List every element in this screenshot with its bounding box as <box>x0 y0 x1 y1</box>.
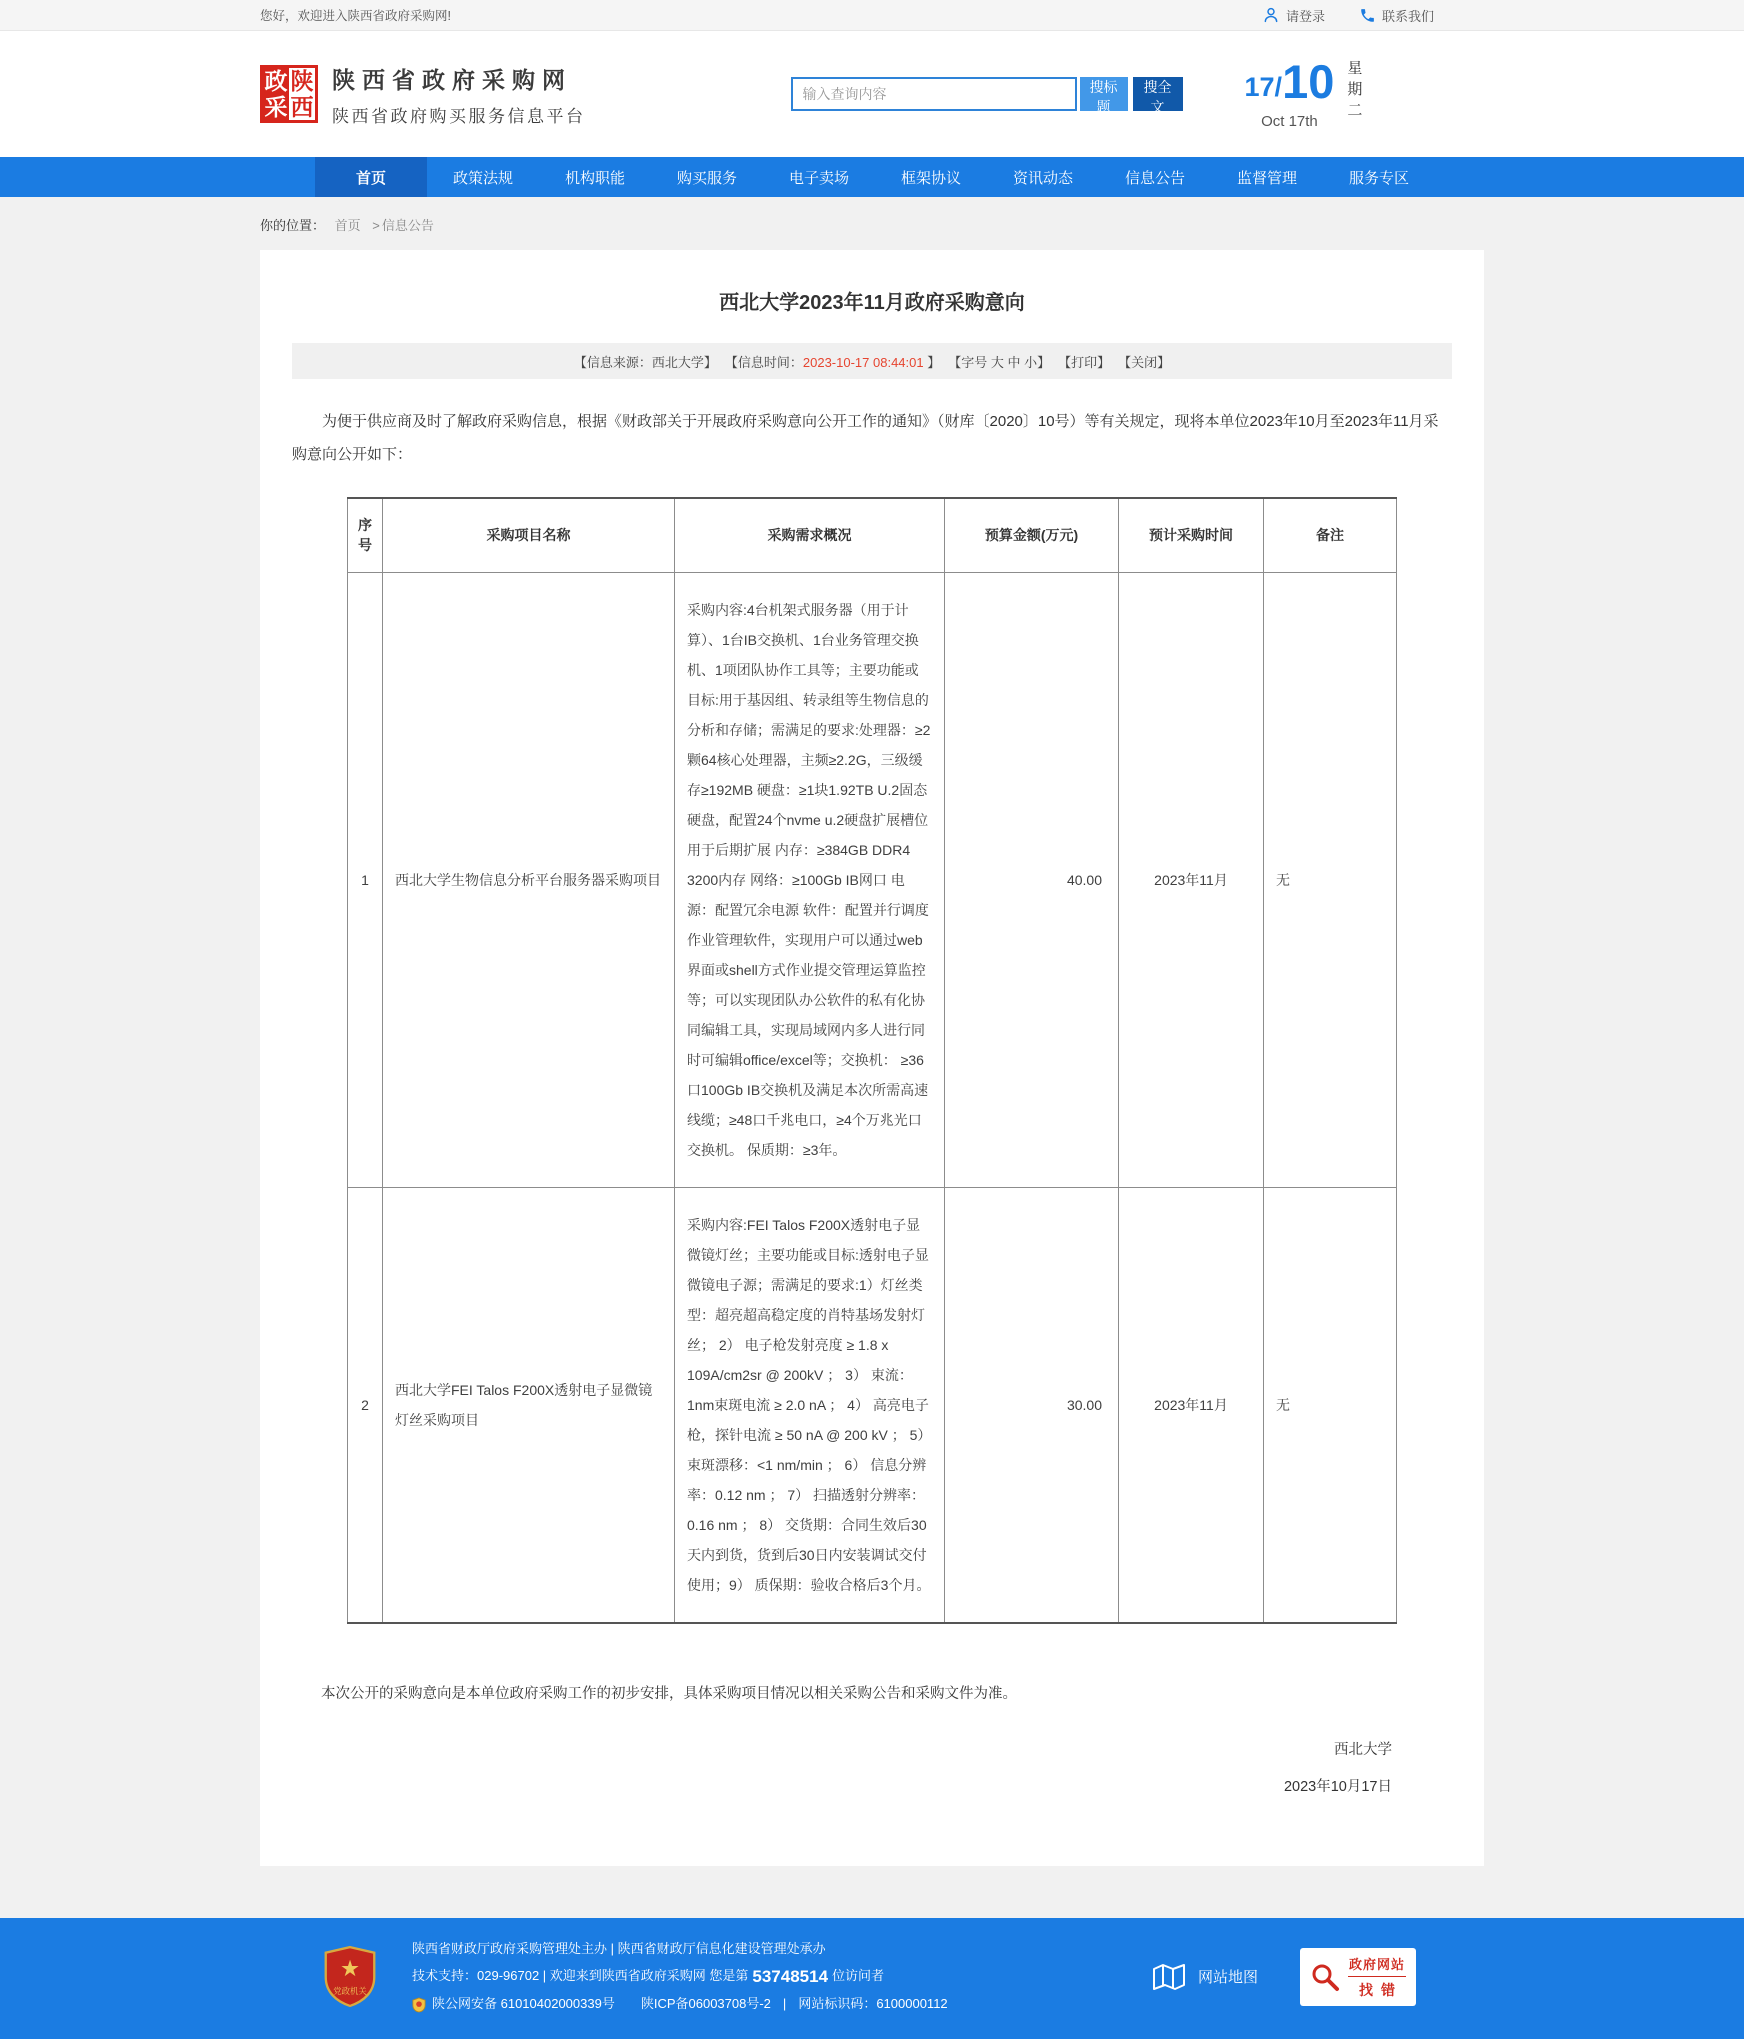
footer-text-block <box>412 1933 948 2021</box>
article-meta-bar <box>292 343 1452 379</box>
footer-visitor-suffix: 位访问者 <box>832 1968 885 1984</box>
date-slash: / <box>1274 72 1283 102</box>
header-note: 备注 <box>1264 498 1397 572</box>
sitemap-link[interactable] <box>1152 1962 1258 1992</box>
seal-logo-icon <box>260 65 318 123</box>
closing-paragraph: 本次公开的采购意向是本单位政府采购工作的初步安排，具体采购项目情况以相关采购公告和采购文件为准。 <box>321 1685 1017 1702</box>
signature-date: 2023年10月17日 <box>1283 1778 1392 1795</box>
site-footer <box>0 1918 1744 2039</box>
meta-time-prefix: 【信息时间： <box>724 354 803 370</box>
site-subtitle: 陕西省政府购买服务信息平台 <box>332 106 586 126</box>
nav-item-framework[interactable]: 框架协议 <box>900 169 961 187</box>
nav-item-home[interactable]: 首页 <box>315 157 427 197</box>
row-project-name: 西北大学生物信息分析平台服务器采购项目 <box>383 572 675 1187</box>
print-button[interactable]: 【打印】 <box>1058 354 1111 370</box>
nav-item-purchase-services[interactable]: 购买服务 <box>676 169 737 187</box>
breadcrumb-current-link[interactable]: 信息公告 <box>381 218 434 233</box>
footer-visitor-line <box>412 1965 948 1989</box>
intro-paragraph: 为便于供应商及时了解政府采购信息，根据《财政部关于开展政府采购意向公开工作的通知》（财库〔2020〕10号）等有关规定，现将本单位2023年10月至2023年11月采购意向公开如下： <box>292 413 1439 463</box>
nav-item-announcements[interactable]: 信息公告 <box>1124 169 1185 187</box>
contact-link[interactable] <box>1359 6 1434 25</box>
row-note: 无 <box>1264 572 1397 1187</box>
row-no: 1 <box>348 572 383 1187</box>
header-budget: 预算金额(万元) <box>945 498 1119 572</box>
article-card <box>260 250 1484 1866</box>
meta-time-suffix: 】 <box>927 354 941 370</box>
table-row <box>348 572 1397 1187</box>
header-req: 采购需求概况 <box>675 498 945 572</box>
welcome-text: 您好，欢迎进入陕西省政府采购网! <box>260 9 451 23</box>
meta-time-value: 2023-10-17 08:44:01 <box>802 354 924 370</box>
user-icon <box>1262 6 1280 24</box>
police-badge-icon <box>412 1997 426 2013</box>
nav-item-service-zone[interactable]: 服务专区 <box>1348 169 1409 187</box>
nav-item-news[interactable]: 资讯动态 <box>1012 169 1073 187</box>
svg-text:★: ★ <box>339 1955 361 1981</box>
svg-text:党政机关: 党政机关 <box>333 1985 367 1996</box>
nav-item-policies[interactable]: 政策法规 <box>452 169 513 187</box>
date-day: 17 <box>1244 72 1275 102</box>
public-security-filing-link[interactable]: 陕公网安备 61010402000339号 <box>432 1996 615 2012</box>
party-government-emblem <box>322 1945 378 2009</box>
search-bar <box>791 77 1183 115</box>
login-link[interactable] <box>1262 6 1325 25</box>
table-row <box>348 1187 1397 1623</box>
page-title: 西北大学2023年11月政府采购意向 <box>719 292 1025 314</box>
nav-item-functions[interactable]: 机构职能 <box>564 169 625 187</box>
search-title-button[interactable]: 搜标题 <box>1080 77 1128 111</box>
date-widget <box>1244 55 1392 130</box>
table-header-row <box>348 498 1397 572</box>
footer-right-block <box>1152 1948 1416 2006</box>
search-input[interactable] <box>791 77 1077 111</box>
row-requirement: 采购内容:FEI Talos F200X透射电子显微镜灯丝；主要功能或目标:透射电子显微镜电子源；需满足的要求:1）灯丝类型：超亮超高稳定度的肖特基场发射灯丝； 2） 电子枪发射亮度 ≥ 1.8 x 109A/cm2sr @ 200kV ； 3） 束流：1nm束斑电流 ≥ 2.0 nA ； 4） 高亮电子枪，探针电流 ≥ 50 nA @ 200 kV ； 5） 束斑漂移：<1 nm/min ； 6） 信息分辨率：0.12 nm ； 7） 扫描透射分辨率：0.16 nm ； 8） 交货期：合同生效后30天内到货，货到后30日内安装调试交付使用；9） 质保期：验收合格后3个月。 <box>675 1187 945 1623</box>
badge-gov-site-label: 政府网站 <box>1348 1956 1405 1972</box>
font-size-control[interactable]: 【字号 大 中 小】 <box>948 354 1051 370</box>
site-logo[interactable] <box>260 62 586 127</box>
icp-filing-link[interactable]: 陕ICP备06003708号-2 <box>640 1996 771 2012</box>
date-month: 10 <box>1282 55 1335 108</box>
seal-char: 政 <box>264 68 288 94</box>
date-english: Oct 17th <box>1261 113 1318 130</box>
row-requirement: 采购内容:4台机架式服务器（用于计算）、1台IB交换机、1台业务管理交换机、1项团队协作工具等；主要功能或目标:用于基因组、转录组等生物信息的分析和存储；需满足的要求:处理器：≥2颗64核心处理器，主频≥2.2G，三级缓存≥192MB 硬盘：≥1块1.92TB U.2固态硬盘，配置24个nvme u.2硬盘扩展槽位用于后期扩展 内存：≥384GB DDR4 3200内存 网络：≥100Gb IB网口 电源：配置冗余电源 软件：配置并行调度作业管理软件，实现用户可以通过web界面或shell方式作业提交管理运算监控等；可以实现团队办公软件的私有化协同编辑工具，实现局域网内多人进行同时可编辑office/excel等；交换机： ≥36口100Gb IB交换机及满足本次所需高速线缆；≥48口千兆电口，≥4个万兆光口交换机。 保质期：≥3年。 <box>675 572 945 1187</box>
header-name: 采购项目名称 <box>383 498 675 572</box>
seal-char: 陕 <box>290 68 314 94</box>
gov-site-error-report-badge[interactable] <box>1300 1948 1416 2006</box>
breadcrumb-label: 你的位置： <box>260 218 326 233</box>
sitemap-label: 网站地图 <box>1197 1969 1258 1987</box>
phone-icon <box>1359 7 1376 24</box>
magnifier-icon <box>1310 1962 1340 1992</box>
breadcrumb <box>260 197 1484 250</box>
badge-find-error-label: 找错 <box>1359 1981 1403 1998</box>
row-time: 2023年11月 <box>1119 572 1264 1187</box>
procurement-table <box>347 497 1397 1624</box>
footer-organizer-line: 陕西省财政厅政府采购管理处主办 | 陕西省财政厅信息化建设管理处承办 <box>412 1940 826 1956</box>
site-header <box>0 31 1744 157</box>
nav-item-e-marketplace[interactable]: 电子卖场 <box>788 169 849 187</box>
meta-time <box>725 352 940 371</box>
row-time: 2023年11月 <box>1119 1187 1264 1623</box>
site-title: 陕西省政府采购网 <box>332 66 572 93</box>
row-budget: 40.00 <box>945 572 1119 1187</box>
visitor-count: 53748514 <box>752 1966 829 1986</box>
row-budget: 30.00 <box>945 1187 1119 1623</box>
row-note: 无 <box>1264 1187 1397 1623</box>
signature: 西北大学 <box>1334 1741 1392 1758</box>
row-project-name: 西北大学FEI Talos F200X透射电子显微镜灯丝采购项目 <box>383 1187 675 1623</box>
search-fulltext-button[interactable]: 搜全文 <box>1133 77 1183 111</box>
nav-item-supervision[interactable]: 监督管理 <box>1236 169 1297 187</box>
header-no: 序号 <box>348 498 383 572</box>
badge-divider <box>1348 1976 1406 1977</box>
main-nav <box>0 157 1744 197</box>
footer-registration-line <box>412 1995 948 2013</box>
breadcrumb-separator: > <box>372 218 380 233</box>
map-icon <box>1152 1962 1186 1992</box>
login-label: 请登录 <box>1285 8 1325 24</box>
site-identifier-code: 网站标识码：6100000112 <box>798 1996 948 2012</box>
close-button[interactable]: 【关闭】 <box>1118 354 1171 370</box>
meta-source: 【信息来源：西北大学】 <box>573 354 717 370</box>
row-no: 2 <box>348 1187 383 1623</box>
topbar <box>0 0 1744 31</box>
topbar-links <box>1262 6 1484 25</box>
seal-char: 采 <box>264 94 288 120</box>
date-weekday: 星期二 <box>1345 60 1363 123</box>
footer-separator: | <box>782 1996 787 2012</box>
seal-char: 西 <box>290 94 314 120</box>
footer-visitor-prefix: 技术支持：029-96702 | 欢迎来到陕西省政府采购网 您是第 <box>412 1968 749 1984</box>
breadcrumb-home-link[interactable]: 首页 <box>334 218 361 233</box>
contact-label: 联系我们 <box>1381 8 1434 24</box>
header-time: 预计采购时间 <box>1119 498 1264 572</box>
